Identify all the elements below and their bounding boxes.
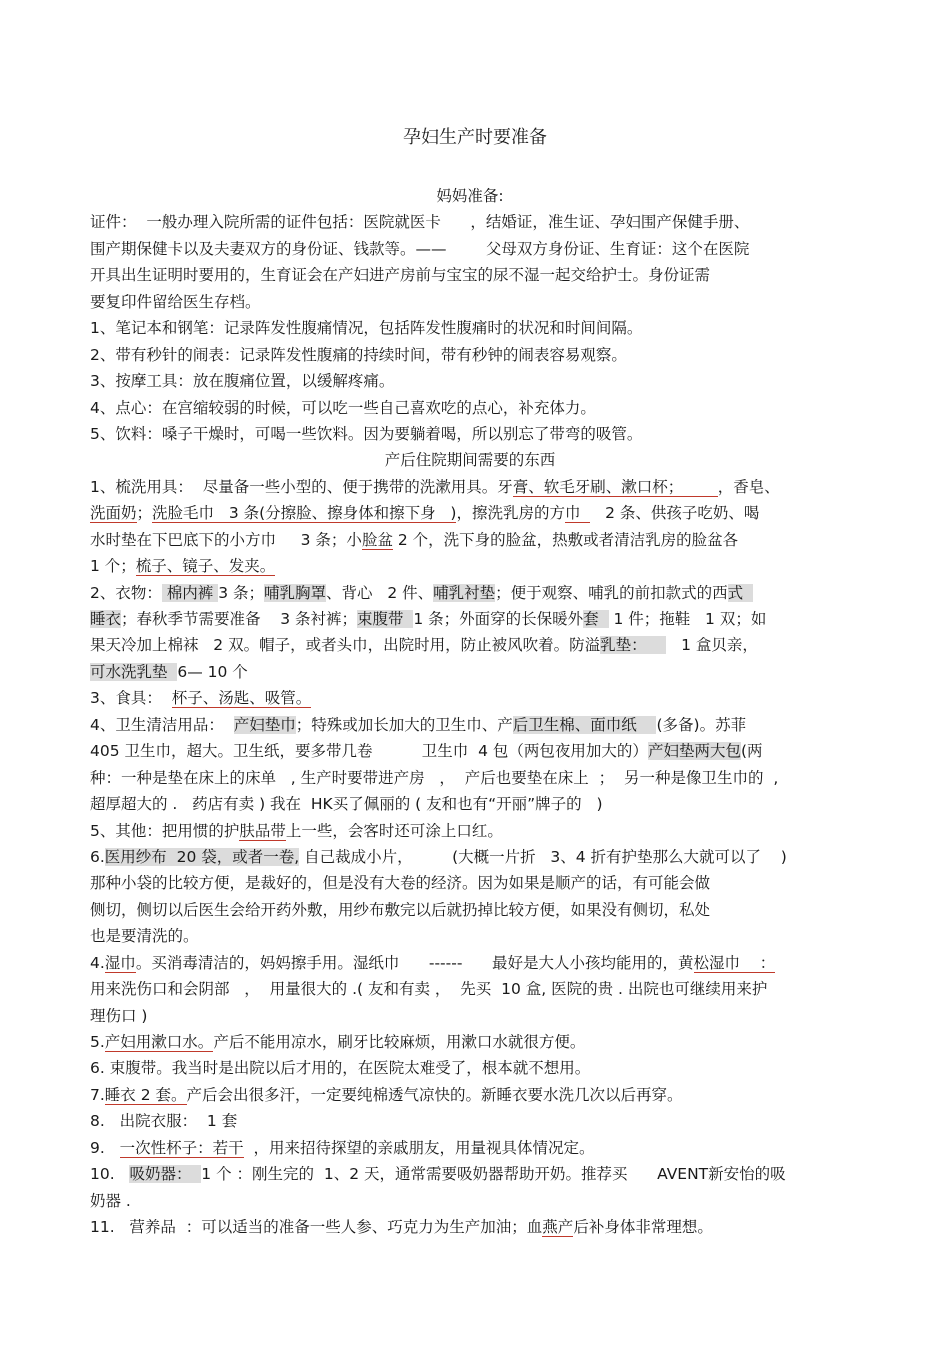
text-line <box>90 923 870 949</box>
text-line <box>90 765 870 791</box>
text-segment: 6. <box>90 847 105 866</box>
text-segment: 8. 出院衣服： 1 套 <box>90 1112 238 1131</box>
text-segment: 证件： 一般办理入院所需的证件包括：医院就医卡 ，结婚证，准生证、孕妇围产保健手册、 <box>90 213 750 232</box>
text-segment: 也是要清洗的。 <box>90 927 199 946</box>
text-segment: 5. <box>90 1033 105 1051</box>
text-line <box>90 580 870 606</box>
text-segment: ； <box>136 504 153 523</box>
text-segment: 1 个 ：刚生完的 1、2 天，通常需要吸奶器帮助开奶。推荐买 AVENT新安怡的吸 <box>201 1165 786 1184</box>
underlined-text: 杯子、汤匙、吸管。 <box>171 689 312 708</box>
text-line <box>90 1188 870 1214</box>
text-line <box>90 606 870 632</box>
text-segment: 妈妈准备: <box>436 187 504 205</box>
text-segment: 1、梳洗用具： 尽量备一些小型的、便于携带的洗漱用具。牙 <box>90 477 513 496</box>
text-line <box>90 870 870 896</box>
text-segment: 7. <box>90 1085 105 1104</box>
text-segment: 4、点心：在宫缩较弱的时候，可以吃一些自己喜欢吃的点心，补充体力。 <box>90 398 596 417</box>
text-segment: 种：一种是垫在床上的床单 , 生产时要带进产房 ， 产后也要垫在床上 ； 另一种是像卫生巾的 , <box>90 768 779 787</box>
text-segment: 6— 10 个 <box>177 662 248 681</box>
text-segment: 2、带有秒针的闹表：记录阵发性腹痛的持续时间，带有秒钟的闹表容易观察。 <box>90 345 627 364</box>
text-segment: 4. <box>90 953 105 972</box>
text-line <box>90 236 870 262</box>
text-segment: 产后会出很多汗，一定要纯棉透气凉快的。新睡衣要水洗几次以后再穿。 <box>186 1085 683 1104</box>
highlighted-text: 可水洗乳垫 <box>90 662 178 681</box>
text-segment: 2 条、供孩子吃奶、喝 <box>590 504 760 523</box>
text-line <box>90 1082 870 1108</box>
text-line <box>90 474 870 500</box>
text-segment: (多备)。苏菲 <box>656 715 747 734</box>
text-segment: 要复印件留给医生存档。 <box>90 292 261 311</box>
text-line <box>90 712 870 738</box>
highlighted-text: 式 <box>727 583 754 602</box>
text-line <box>90 315 870 341</box>
text-line <box>90 685 870 711</box>
underlined-text: 松湿巾 ： <box>693 953 776 972</box>
text-line <box>90 1214 870 1240</box>
text-line <box>90 818 870 844</box>
underlined-text: 洗面奶 <box>90 504 137 523</box>
text-segment: ，香皂、 <box>717 477 780 496</box>
highlighted-text: 睡衣 <box>90 610 122 628</box>
text-segment: 用来洗伤口和会阴部 ， 用量很大的 .( 友和有卖 ， 先买 10 盒, 医院的贵 . 出院也可继续用来护 <box>90 980 768 999</box>
highlighted-text: 棉内裤 <box>161 583 219 602</box>
highlighted-text: 医用纱布 20 袋，或者一卷, <box>104 847 300 866</box>
text-segment: 11. 营养品 ：可以适当的准备一些人参、巧克力为生产加油；血 <box>90 1218 543 1237</box>
text-line <box>90 659 870 685</box>
underlined-text: 膏、软毛牙刷、漱口杯； <box>512 477 718 496</box>
text-segment: 水时垫在下巴底下的小方巾 3 条；小 <box>90 530 362 549</box>
text-segment: 1 件；拖鞋 1 双；如 <box>608 610 767 628</box>
section-heading <box>90 447 870 473</box>
text-segment: 5、其他：把用惯的护 <box>90 821 240 840</box>
text-segment: 侧切，侧切以后医生会给开药外敷，用纱布敷完以后就扔掉比较方便，如果没有侧切，私处 <box>90 900 711 919</box>
text-segment: 3、按摩工具：放在腹痛位置，以缓解疼痛。 <box>90 372 395 391</box>
text-segment: 2 个，洗下身的脸盆，热敷或者清洁乳房的脸盆各 <box>392 530 739 549</box>
highlighted-text: 套 <box>583 610 609 628</box>
text-line <box>90 289 870 315</box>
text-segment: 自己裁成小片， (大概一片折 3、4 折有护垫那么大就可以了 ) <box>299 847 787 866</box>
text-line <box>90 950 870 976</box>
text-line <box>90 1135 870 1161</box>
text-segment: 1 条；外面穿的长保暖外 <box>413 610 584 628</box>
page-title: 孕妇生产时要准备 <box>403 127 547 148</box>
text-segment: 1 个； <box>90 557 136 576</box>
text-line <box>90 262 870 288</box>
underlined-text: 燕产 <box>542 1218 574 1237</box>
text-segment: 、背心 2 件、 <box>326 583 434 602</box>
text-segment: 3 条； <box>218 583 265 602</box>
text-segment: 6. 束腹带。我当时是出院以后才用的，在医院太难受了，根本就不想用。 <box>90 1059 591 1078</box>
text-segment: 理伤口 ) <box>90 1006 148 1025</box>
underlined-text: 肤品带 <box>239 821 286 840</box>
text-line <box>90 527 870 553</box>
text-line <box>90 1055 870 1081</box>
text-segment: 。买消毒清洁的，妈妈擦手用。湿纸巾 ------ 最好是大人小孩均能用的，黄 <box>135 953 694 972</box>
section-heading <box>90 183 870 209</box>
highlighted-text: 乳垫： <box>600 636 667 655</box>
text-segment: 产后住院期间需要的东西 <box>384 451 556 470</box>
text-segment: 围产期保健卡以及夫妻双方的身份证、钱款等。—— 父母双方身份证、生育证：这个在医院 <box>90 239 750 258</box>
text-segment: 2、衣物： <box>90 583 162 602</box>
underlined-text: 产妇用漱口水。 <box>104 1033 214 1051</box>
underlined-text: 湿巾 <box>104 953 136 972</box>
text-segment: 1 盒贝亲， <box>666 636 758 655</box>
text-line <box>90 738 870 764</box>
document-body <box>90 183 870 1241</box>
text-segment: 开具出生证明时要用的，生育证会在产妇进产房前与宝宝的尿不湿一起交给护士。身份证需 <box>90 266 711 285</box>
text-segment: (两 <box>740 742 763 761</box>
text-segment: 上一些，会客时还可涂上口红。 <box>285 821 503 840</box>
text-line <box>90 1108 870 1134</box>
text-line <box>90 1029 870 1055</box>
highlighted-text: 产妇垫巾 <box>233 715 296 734</box>
text-segment: 后补身体非常理想。 <box>573 1218 713 1237</box>
text-segment: ；春秋季节需要准备 3 条衬裤； <box>121 610 358 628</box>
text-line <box>90 1161 870 1187</box>
highlighted-text: 哺乳胸罩 <box>264 583 327 602</box>
text-line <box>90 342 870 368</box>
text-segment: 4、卫生清洁用品： <box>90 715 234 734</box>
text-line <box>90 395 870 421</box>
underlined-text: 一次性杯子：若干 <box>119 1138 244 1157</box>
text-segment: 超厚超大的 . 药店有卖 ) 我在 HK买了佩丽的 ( 友和也有“开丽”牌子的 ) <box>90 795 603 814</box>
text-line <box>90 421 870 447</box>
highlighted-text: 吸奶器： <box>129 1165 202 1184</box>
underlined-text: 梳子、镜子、发夹。 <box>135 557 276 576</box>
text-segment: 405 卫生巾，超大。卫生纸，要多带几卷 卫生巾 4 包（两包夜用加大的） <box>90 742 648 761</box>
highlighted-text: 后卫生棉、面巾纸 <box>512 715 657 734</box>
text-segment: 产后不能用凉水，刷牙比较麻烦，用漱口水就很方便。 <box>213 1033 586 1051</box>
underlined-text: 巾 <box>565 504 591 523</box>
underlined-text: 睡衣 2 套。 <box>104 1085 187 1104</box>
highlighted-text: 哺乳衬垫 <box>433 583 496 602</box>
text-segment: ；特殊或加长加大的卫生巾、产 <box>295 715 513 734</box>
text-segment: 9. <box>90 1138 120 1157</box>
text-line <box>90 632 870 658</box>
text-line <box>90 844 870 870</box>
text-segment: ，擦洗乳房的方 <box>456 504 565 523</box>
text-segment: 那种小袋的比较方便，是裁好的，但是没有大卷的经济。因为如果是顺产的话，有可能会做 <box>90 874 711 893</box>
text-line <box>90 368 870 394</box>
text-line <box>90 976 870 1002</box>
text-line <box>90 1003 870 1029</box>
text-segment: 1、笔记本和钢笔：记录阵发性腹痛情况，包括阵发性腹痛时的状况和时间间隔。 <box>90 319 643 338</box>
highlighted-text: 束腹带 <box>357 610 414 628</box>
text-segment: 5、饮料：嗓子干燥时，可喝一些饮料。因为要躺着喝，所以别忘了带弯的吸管。 <box>90 424 643 443</box>
underlined-text: 洗脸毛巾 3 条(分擦脸、擦身体和擦下身 ) <box>152 504 457 523</box>
text-line <box>90 553 870 579</box>
text-segment: 奶器 . <box>90 1191 131 1210</box>
text-line <box>90 500 870 526</box>
text-segment: 10. <box>90 1165 130 1184</box>
highlighted-text: 产妇垫两大包 <box>647 742 741 761</box>
text-segment: 果天冷加上棉袜 2 双。帽子，或者头巾，出院时用，防止被风吹着。防溢 <box>90 636 601 655</box>
text-segment: 3、食具： <box>90 689 172 708</box>
text-segment: ；便于观察、哺乳的前扣款式的西 <box>495 583 728 602</box>
text-line <box>90 791 870 817</box>
text-line <box>90 897 870 923</box>
underlined-text: 脸盆 <box>361 530 393 549</box>
text-segment: ，用来招待探望的亲戚朋友，用量视具体情况定。 <box>243 1138 595 1157</box>
text-line <box>90 209 870 235</box>
